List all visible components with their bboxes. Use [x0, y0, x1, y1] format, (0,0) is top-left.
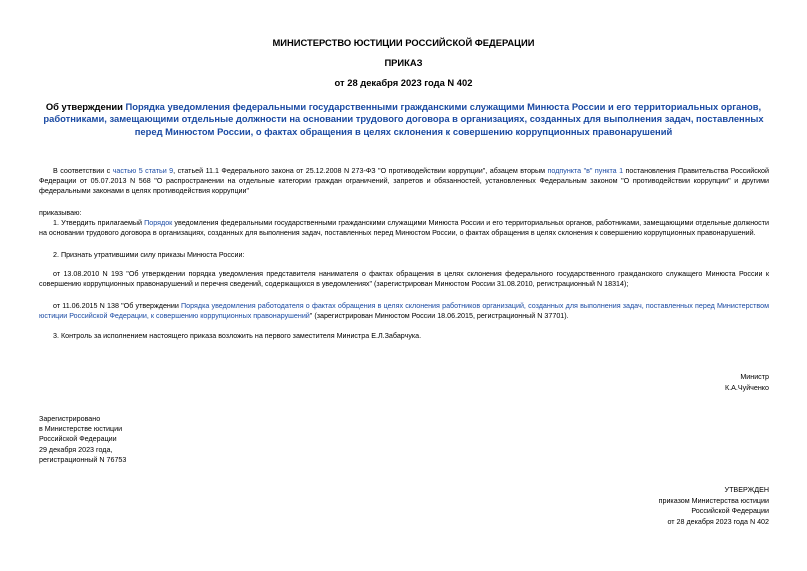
item-1-text-2: уведомления федеральными государственными гражданскими служащими Минюста России и его территориальных органов, работниками, замещающими отдельные должности на основании трудового договора в организациях, созданных для выполнения задач, поставленных перед Минюстом России, о фактах обращения в целях склонения к совершению коррупционных правонарушений. — [39, 219, 769, 237]
approval-line-1: УТВЕРЖДЕН — [724, 486, 769, 494]
item-3-paragraph: 3. Контроль за исполнением настоящего приказа возложить на первого заместителя Министра Е.Л.Забарчука. — [53, 332, 422, 340]
title-prefix: Об утверждении — [45, 101, 126, 112]
approval-line-4: от 28 декабря 2023 года N 402 — [667, 517, 769, 526]
registration-block — [39, 414, 126, 465]
registration-line-3: Российской Федерации — [39, 435, 117, 444]
item-2b-link[interactable]: Порядка уведомления работодателя о фактах обращения в целях склонения работников организаций, созданных для выполнения задач, поставленных перед Министерством юстиции Российской Федерации, к совершению коррупционных правонарушений — [39, 302, 769, 320]
preamble-text-3: постановления Правительства Российской Федерации от 05.07.2013 N 568 "О распространении на отдельные категории граждан ограничений, запретов и обязанностей, установленных Федеральным законом "О противодействии коррупции" и другими федеральными законами в целях противодействия коррупции" — [39, 167, 769, 195]
signature-position: Министр — [740, 373, 769, 381]
ministry-heading: МИНИСТЕРСТВО ЮСТИЦИИ РОССИЙСКОЙ ФЕДЕРАЦИИ — [272, 37, 535, 48]
approval-block — [659, 485, 769, 527]
item-2-intro: 2. Признать утратившими силу приказы Минюста России: — [53, 251, 245, 259]
title-link[interactable]: Порядка уведомления федеральными государственными гражданскими служащими Минюста России и его территориальных органов, работниками, замещающими отдельные должности на основании трудового договора в организациях, созданных для выполнения задач, поставленных перед Минюстом России, о фактах обращения в целях склонения к совершению коррупционных правонарушений — [43, 101, 764, 137]
item-2b-text-1: от 11.06.2015 N 138 "Об утверждении — [53, 302, 182, 310]
registration-line-4: 29 декабря 2023 года, — [39, 445, 113, 454]
registration-line-1: Зарегистрировано — [39, 415, 101, 423]
approval-line-2: приказом Министерства юстиции — [658, 496, 769, 505]
item-1-link-procedure[interactable]: Порядок — [144, 219, 173, 227]
preamble-link-law[interactable]: частью 5 статьи 9 — [112, 167, 174, 175]
registration-line-5: регистрационный N 76753 — [39, 455, 127, 464]
document-date-number: от 28 декабря 2023 года N 402 — [334, 77, 473, 88]
preamble-link-decree[interactable]: подпункта "в" пункта 1 — [547, 167, 624, 175]
order-word: приказываю: — [39, 209, 82, 217]
document-type: ПРИКАЗ — [384, 57, 423, 68]
item-2b-text-2: " (зарегистрирован Минюстом России 18.06.2015, регистрационный N 37701). — [309, 311, 569, 320]
item-2-order-b — [39, 302, 769, 322]
item-2-order-a: от 13.08.2010 N 193 "Об утверждении порядка уведомления представителя нанимателя о фактах обращения в целях склонения федерального государственного гражданского служащего Минюста России к совершению коррупционных правонарушений и перечня сведений, содержащихся в уведомлениях" (зарегистрирован Минюстом России 31.08.2010, регистрационный N 18314); — [39, 270, 769, 288]
preamble-paragraph — [39, 167, 769, 197]
preamble-text-1: В соответствии с — [53, 167, 113, 175]
signature-name: К.А.Чуйченко — [724, 384, 769, 392]
item-1-text-1: 1. Утвердить прилагаемый — [53, 219, 145, 227]
document-title — [40, 101, 767, 138]
item-1-paragraph — [39, 219, 769, 239]
preamble-text-2: , статьей 11.1 Федерального закона от 25.12.2008 N 273-ФЗ "О противодействии коррупции", абзацем вторым — [173, 167, 548, 175]
registration-line-2: в Министерстве юстиции — [39, 425, 123, 434]
approval-line-3: Российской Федерации — [691, 507, 769, 516]
